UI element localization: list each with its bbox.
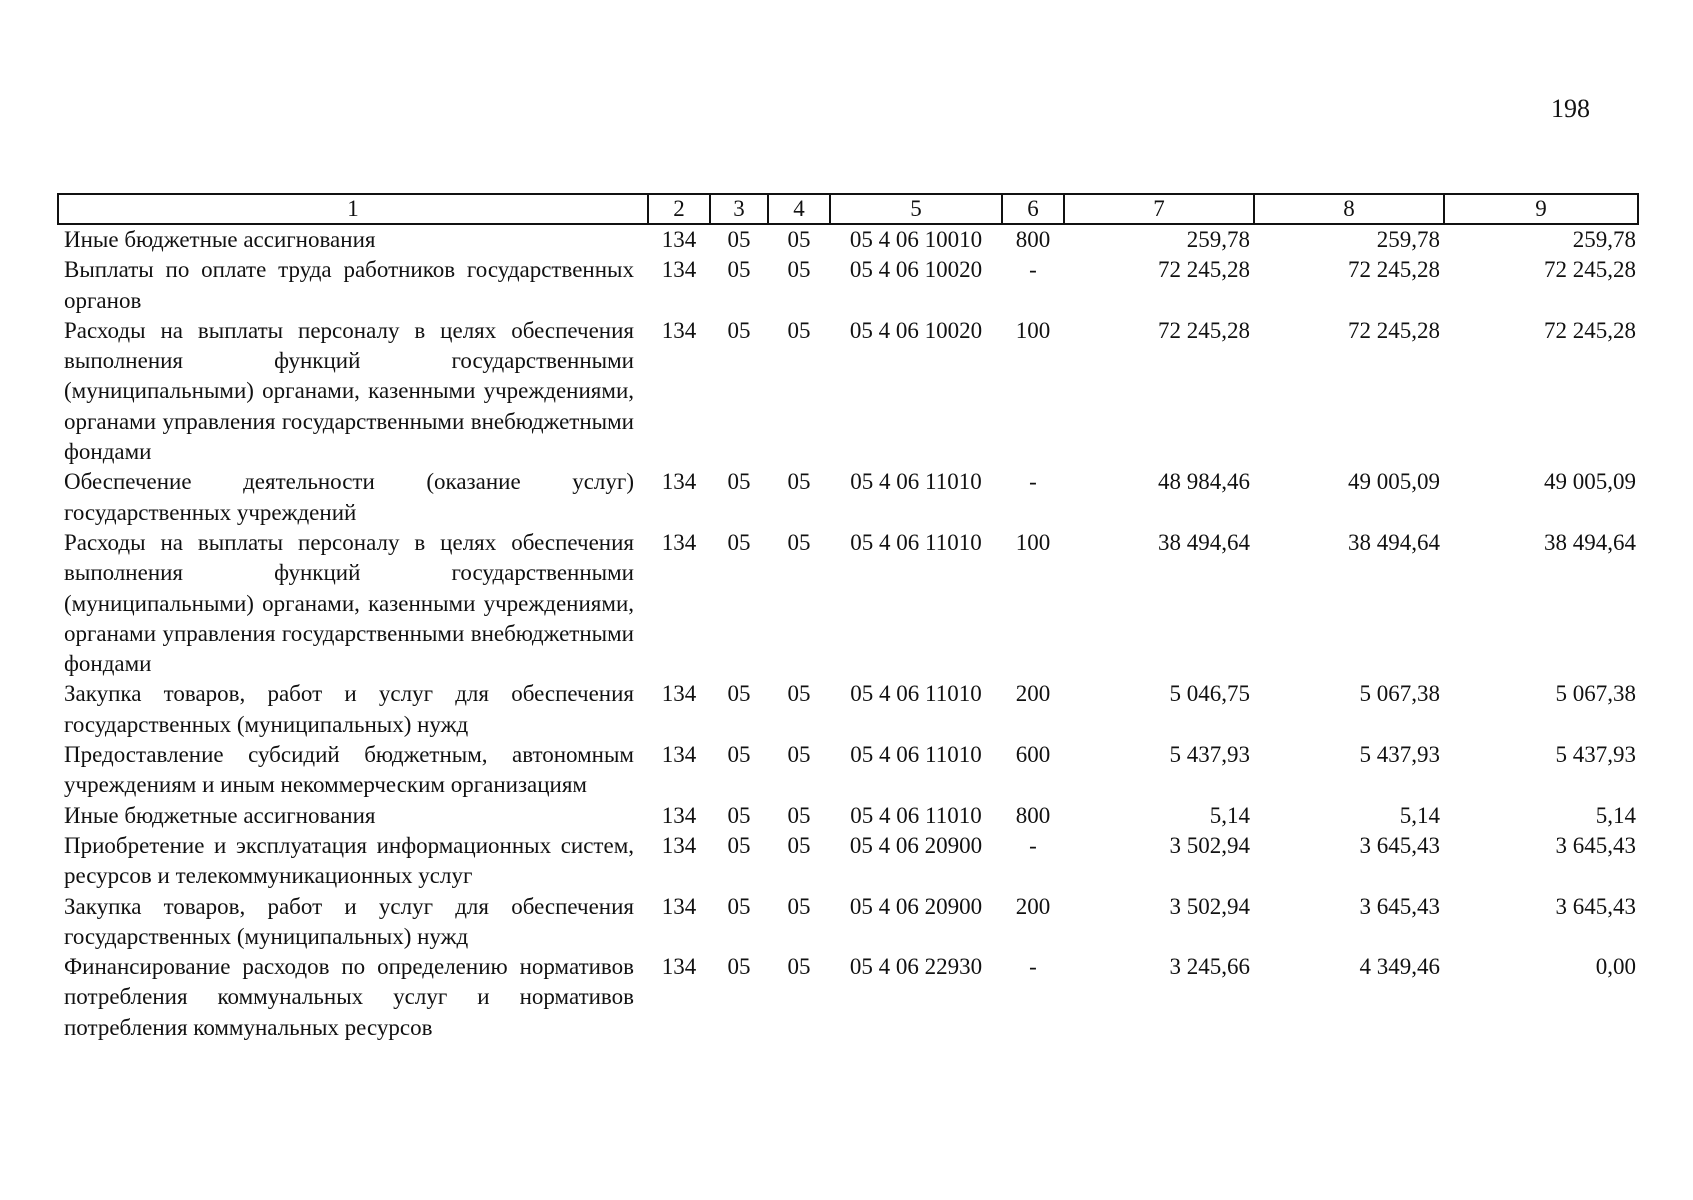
header-col-6: 6 xyxy=(1002,194,1064,224)
cell-col-7: 38 494,64 xyxy=(1158,529,1250,555)
cell-description: Финансирование расходов по определению нормативов потребления коммунальных услуг и нормативов потребления коммунальных ресурсов xyxy=(64,954,634,1040)
cell-col-2: 134 xyxy=(661,257,697,283)
cell-col-5: 05 4 06 10010 xyxy=(849,227,983,252)
cell-col-2: 134 xyxy=(661,681,697,707)
cell-col-7: 3 502,94 xyxy=(1169,832,1250,858)
cell-description: Предоставление субсидий бюджетным, автономным учреждениям и иным некоммерческим организациям xyxy=(64,742,634,798)
cell-col-9: 3 645,43 xyxy=(1555,893,1636,919)
cell-col-4: 05 xyxy=(787,681,811,707)
cell-col-2: 134 xyxy=(661,469,697,495)
cell-col-8: 5 067,38 xyxy=(1359,681,1440,707)
cell-col-4: 05 xyxy=(787,802,811,828)
cell-description: Расходы на выплаты персоналу в целях обеспечения выполнения функций государственными (муниципальными) органами, казенными учреждениями, органами управления государственными внебюджетными фондами xyxy=(64,529,634,677)
cell-col-7: 72 245,28 xyxy=(1158,317,1250,343)
header-col-5: 5 xyxy=(830,194,1002,224)
cell-col-7: 48 984,46 xyxy=(1158,469,1250,495)
cell-col-3: 05 xyxy=(727,893,751,919)
header-col-1: 1 xyxy=(58,194,648,224)
cell-col-5: 05 4 06 22930 xyxy=(849,954,983,980)
cell-description: Иные бюджетные ассигнования xyxy=(64,227,376,252)
cell-col-9: 259,78 xyxy=(1572,227,1636,252)
cell-col-6: 100 xyxy=(1015,529,1051,555)
table-row xyxy=(58,892,1638,953)
cell-col-7: 5 046,75 xyxy=(1169,681,1250,707)
cell-col-2: 134 xyxy=(661,317,697,343)
cell-col-6: 800 xyxy=(1015,802,1051,828)
cell-col-8: 3 645,43 xyxy=(1359,893,1440,919)
cell-col-3: 05 xyxy=(727,681,751,707)
cell-col-5: 05 4 06 10020 xyxy=(849,317,983,343)
cell-col-8: 3 645,43 xyxy=(1359,832,1440,858)
table-header xyxy=(58,194,1638,224)
cell-col-4: 05 xyxy=(787,832,811,858)
cell-col-6: - xyxy=(1029,954,1037,980)
budget-table-container xyxy=(57,193,1637,1043)
table-row xyxy=(58,224,1638,255)
cell-description: Обеспечение деятельности (оказание услуг) государственных учреждений xyxy=(64,469,634,525)
cell-col-5: 05 4 06 11010 xyxy=(850,742,982,768)
header-row xyxy=(58,194,1638,224)
cell-col-7: 259,78 xyxy=(1186,227,1250,252)
budget-table xyxy=(57,193,1639,1043)
cell-col-2: 134 xyxy=(661,742,697,768)
cell-col-3: 05 xyxy=(727,802,751,828)
cell-col-3: 05 xyxy=(727,317,751,343)
cell-col-8: 72 245,28 xyxy=(1348,317,1440,343)
cell-col-4: 05 xyxy=(787,257,811,283)
cell-col-4: 05 xyxy=(787,227,811,252)
table-row xyxy=(58,740,1638,801)
cell-col-9: 72 245,28 xyxy=(1544,257,1636,283)
table-row xyxy=(58,467,1638,528)
cell-col-6: - xyxy=(1029,469,1037,495)
cell-col-4: 05 xyxy=(787,317,811,343)
cell-description: Расходы на выплаты персоналу в целях обеспечения выполнения функций государственными (муниципальными) органами, казенными учреждениями, органами управления государственными внебюджетными фондами xyxy=(64,317,634,465)
header-col-4: 4 xyxy=(768,194,830,224)
cell-col-3: 05 xyxy=(727,954,751,980)
cell-col-9: 5,14 xyxy=(1595,802,1636,828)
cell-col-3: 05 xyxy=(727,742,751,768)
cell-col-7: 3 502,94 xyxy=(1169,893,1250,919)
cell-col-3: 05 xyxy=(727,227,751,252)
cell-col-8: 4 349,46 xyxy=(1359,954,1440,980)
cell-col-7: 3 245,66 xyxy=(1169,954,1250,980)
cell-col-4: 05 xyxy=(787,893,811,919)
cell-col-9: 49 005,09 xyxy=(1544,469,1636,495)
cell-col-3: 05 xyxy=(727,469,751,495)
cell-col-5: 05 4 06 20900 xyxy=(849,893,983,919)
table-row xyxy=(58,952,1638,1043)
header-col-7: 7 xyxy=(1064,194,1254,224)
cell-col-5: 05 4 06 20900 xyxy=(849,832,983,858)
table-row xyxy=(58,528,1638,679)
cell-col-4: 05 xyxy=(787,742,811,768)
cell-col-9: 72 245,28 xyxy=(1544,317,1636,343)
cell-description: Закупка товаров, работ и услуг для обеспечения государственных (муниципальных) нужд xyxy=(64,893,634,949)
cell-col-6: 600 xyxy=(1015,742,1051,768)
cell-col-2: 134 xyxy=(661,529,697,555)
cell-col-6: 200 xyxy=(1015,893,1051,919)
cell-col-3: 05 xyxy=(727,529,751,555)
cell-description: Иные бюджетные ассигнования xyxy=(64,802,376,828)
cell-col-7: 5 437,93 xyxy=(1169,742,1250,768)
cell-col-2: 134 xyxy=(661,893,697,919)
cell-col-9: 5 067,38 xyxy=(1555,681,1636,707)
cell-col-9: 5 437,93 xyxy=(1555,742,1636,768)
cell-description: Приобретение и эксплуатация информационных систем, ресурсов и телекоммуникационных услуг xyxy=(64,832,634,889)
cell-col-8: 5 437,93 xyxy=(1359,742,1440,768)
header-col-3: 3 xyxy=(710,194,768,224)
cell-col-8: 38 494,64 xyxy=(1348,529,1440,555)
table-row xyxy=(58,255,1638,316)
cell-col-2: 134 xyxy=(661,954,697,980)
cell-col-2: 134 xyxy=(661,802,697,828)
table-row xyxy=(58,831,1638,892)
cell-col-5: 05 4 06 11010 xyxy=(850,529,982,555)
cell-col-3: 05 xyxy=(727,832,751,858)
cell-col-4: 05 xyxy=(787,529,811,555)
cell-col-9: 0,00 xyxy=(1595,954,1636,980)
table-row xyxy=(58,801,1638,831)
cell-col-8: 72 245,28 xyxy=(1348,257,1440,283)
cell-col-2: 134 xyxy=(661,227,697,252)
cell-col-6: 200 xyxy=(1015,681,1051,707)
cell-col-6: - xyxy=(1029,257,1037,283)
header-col-8: 8 xyxy=(1254,194,1444,224)
header-col-9: 9 xyxy=(1444,194,1638,224)
cell-col-8: 5,14 xyxy=(1399,802,1440,828)
cell-col-9: 38 494,64 xyxy=(1544,529,1636,555)
header-col-2: 2 xyxy=(648,194,710,224)
cell-col-4: 05 xyxy=(787,954,811,980)
cell-col-5: 05 4 06 10020 xyxy=(849,257,983,283)
cell-description: Выплаты по оплате труда работников государственных органов xyxy=(64,257,634,313)
cell-col-6: 100 xyxy=(1015,317,1051,343)
cell-col-5: 05 4 06 11010 xyxy=(850,802,982,828)
cell-col-6: 800 xyxy=(1015,227,1051,252)
cell-description: Закупка товаров, работ и услуг для обеспечения государственных (муниципальных) нужд xyxy=(64,681,634,737)
table-body xyxy=(58,224,1638,1043)
cell-col-5: 05 4 06 11010 xyxy=(850,681,982,707)
cell-col-5: 05 4 06 11010 xyxy=(850,469,982,495)
cell-col-3: 05 xyxy=(727,257,751,283)
cell-col-6: - xyxy=(1029,832,1037,858)
table-row xyxy=(58,679,1638,740)
cell-col-8: 49 005,09 xyxy=(1348,469,1440,495)
cell-col-4: 05 xyxy=(787,469,811,495)
cell-col-9: 3 645,43 xyxy=(1555,832,1636,858)
cell-col-7: 5,14 xyxy=(1209,802,1250,828)
page-number: 198 xyxy=(1551,94,1590,123)
cell-col-8: 259,78 xyxy=(1376,227,1440,252)
table-row xyxy=(58,316,1638,467)
cell-col-2: 134 xyxy=(661,832,697,858)
cell-col-7: 72 245,28 xyxy=(1158,257,1250,283)
